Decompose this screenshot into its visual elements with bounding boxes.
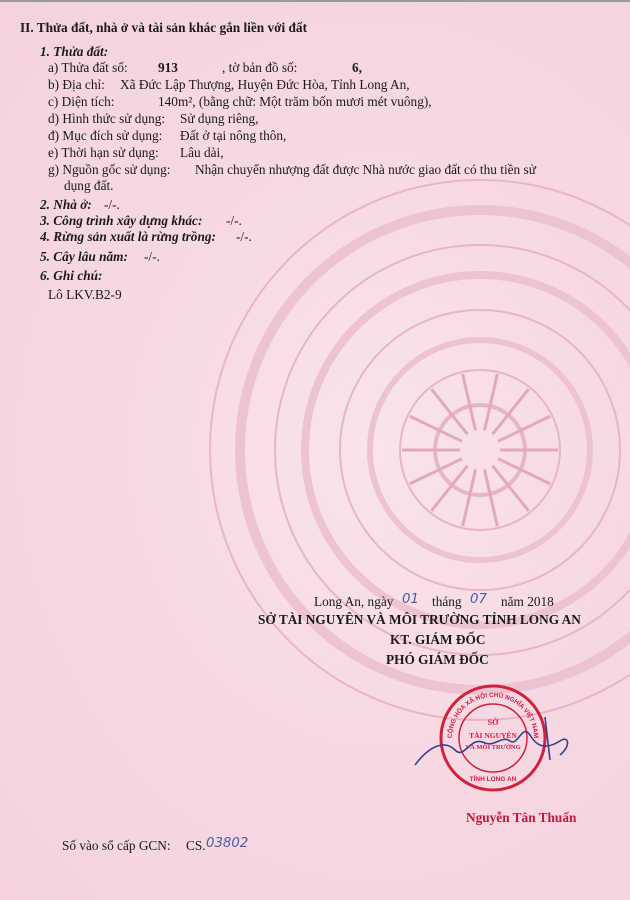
house-value: -/-. bbox=[104, 197, 120, 212]
signer-name: Nguyễn Tân Thuấn bbox=[466, 810, 577, 825]
on-behalf-line: KT. GIÁM ĐỐC bbox=[390, 632, 486, 647]
usage-purpose-value: Đất ở tại nông thôn, bbox=[180, 128, 287, 143]
construction-value: -/-. bbox=[226, 213, 242, 228]
forest-value: -/-. bbox=[236, 229, 252, 244]
register-prefix: CS. bbox=[186, 838, 206, 853]
date-day: 01 bbox=[402, 592, 419, 607]
section-title: II. Thửa đất, nhà ở và tài sản khác gắn liền với đất bbox=[20, 20, 307, 35]
address-label: b) Địa chỉ: bbox=[48, 77, 105, 92]
register-number: 03802 bbox=[206, 836, 249, 851]
origin-value-line2: dụng đất. bbox=[64, 178, 114, 193]
svg-text:SỞ: SỞ bbox=[487, 718, 499, 727]
area-label: c) Diện tích: bbox=[48, 94, 115, 109]
house-label: 2. Nhà ở: bbox=[40, 197, 92, 212]
usage-form-label: d) Hình thức sử dụng: bbox=[48, 111, 166, 126]
forest-label: 4. Rừng sản xuất là rừng trồng: bbox=[40, 229, 216, 244]
signer-title: PHÓ GIÁM ĐỐC bbox=[386, 652, 489, 667]
map-sheet-number: 6, bbox=[352, 60, 362, 75]
date-month-label: tháng bbox=[432, 594, 462, 609]
date-year: năm 2018 bbox=[501, 594, 554, 609]
department-name: SỞ TÀI NGUYÊN VÀ MÔI TRƯỜNG TỈNH LONG AN bbox=[258, 612, 581, 627]
usage-term-label: e) Thời hạn sử dụng: bbox=[48, 145, 159, 160]
origin-label: g) Nguồn gốc sử dụng: bbox=[48, 162, 171, 177]
top-border bbox=[0, 0, 630, 2]
date-prefix: Long An, ngày bbox=[314, 594, 394, 609]
usage-term-value: Lâu dài, bbox=[180, 145, 224, 160]
usage-form-value: Sử dụng riêng, bbox=[180, 111, 259, 126]
svg-text:CỘNG HÒA XÃ HỘI CHỦ NGHĨA VIỆT: CỘNG HÒA XÃ HỘI CHỦ NGHĨA VIỆT NAM bbox=[446, 691, 540, 739]
perennial-value: -/-. bbox=[144, 249, 160, 264]
date-month: 07 bbox=[470, 592, 487, 607]
parcel-label: a) Thửa đất số: bbox=[48, 60, 128, 75]
origin-value-line1: Nhận chuyển nhượng đất được Nhà nước giao đất có thu tiền sử bbox=[195, 162, 536, 177]
svg-text:VÀ MÔI TRƯỜNG: VÀ MÔI TRƯỜNG bbox=[465, 744, 521, 751]
signature-icon bbox=[410, 705, 580, 775]
address-value: Xã Đức Lập Thượng, Huyện Đức Hòa, Tỉnh Long An, bbox=[120, 77, 410, 92]
map-sheet-label: , tờ bản đồ số: bbox=[222, 60, 298, 75]
perennial-label: 5. Cây lâu năm: bbox=[40, 249, 128, 264]
area-value: 140m², (bằng chữ: Một trăm bốn mươi mét vuông), bbox=[158, 94, 432, 109]
svg-text:TÀI NGUYÊN: TÀI NGUYÊN bbox=[469, 731, 517, 740]
construction-label: 3. Công trình xây dựng khác: bbox=[40, 213, 203, 228]
svg-text:TỈNH LONG AN: TỈNH LONG AN bbox=[469, 776, 517, 783]
parcel-number: 913 bbox=[158, 60, 178, 75]
notes-label: 6. Ghi chú: bbox=[40, 268, 103, 283]
register-label: Số vào sổ cấp GCN: bbox=[62, 838, 171, 853]
notes-value: Lô LKV.B2-9 bbox=[48, 287, 122, 302]
usage-purpose-label: đ) Mục đích sử dụng: bbox=[48, 128, 163, 143]
land-heading: 1. Thửa đất: bbox=[40, 44, 109, 59]
